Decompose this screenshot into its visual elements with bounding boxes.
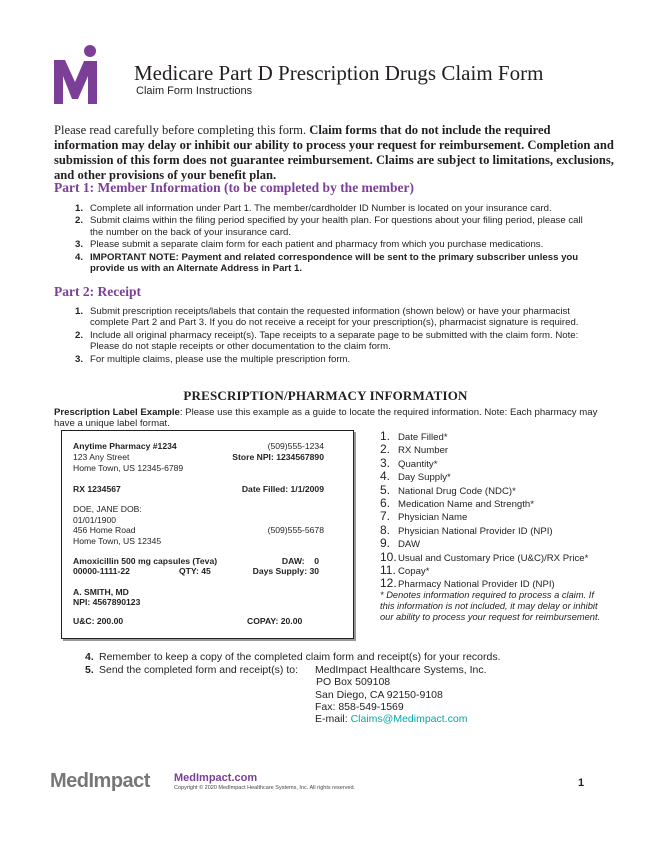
field-item — [380, 470, 588, 483]
step-4-num: 4. — [85, 651, 94, 663]
field-number: 11. — [380, 562, 396, 577]
address-email-label: E-mail: — [315, 713, 351, 726]
footer-copyright: Copyright © 2020 MedImpact Healthcare Systems, Inc. All rights reserved. — [174, 785, 356, 791]
mailing-address — [315, 664, 487, 725]
field-item — [380, 564, 588, 577]
field-item — [380, 430, 588, 443]
label-prescriber: A. SMITH, MD — [73, 587, 129, 597]
address-fax: Fax: 858-549-1569 — [315, 700, 404, 713]
page-subtitle: Claim Form Instructions — [136, 85, 253, 97]
part1-item-number: 4. — [75, 251, 84, 263]
label-example-body: : Please use this example as a guide to locate the required information. Note: Each pharmacy may have a unique label format. — [54, 407, 598, 429]
email-link[interactable]: Claims@Medimpact.com — [350, 713, 468, 726]
label-example-bold: Prescription Label Example — [54, 407, 180, 418]
part1-item-number: 3. — [75, 239, 84, 251]
part1-item-text: Please submit a separate claim form for each patient and pharmacy from which you purchase medications. — [90, 239, 544, 251]
label-drug: Amoxicillin 500 mg capsules (Teva) — [73, 556, 218, 566]
field-item — [380, 443, 588, 456]
label-prescriber-npi: NPI: 4567890123 — [73, 597, 141, 607]
part1-item-number: 2. — [75, 215, 84, 227]
field-number: 3. — [380, 455, 391, 470]
part1-item-number: 1. — [75, 203, 84, 214]
field-number: 7. — [380, 509, 391, 524]
page-title: Medicare Part D Prescription Drugs Claim Form — [134, 61, 544, 85]
rx-section-title: PRESCRIPTION/PHARMACY INFORMATION — [183, 388, 468, 403]
fields-note: * Denotes information required to process a claim. If this information is not included, it may delay or inhibit our ability to process your request for reimbursement. — [380, 590, 601, 622]
label-copay: COPAY: 20.00 — [247, 616, 303, 626]
field-label: RX Number — [398, 445, 449, 457]
field-item — [380, 484, 588, 497]
part1-item — [75, 239, 595, 250]
step-5-num: 5. — [85, 664, 94, 676]
field-label: Copay* — [398, 565, 430, 577]
part1-item-text: IMPORTANT NOTE: Payment and related correspondence will be sent to the primary subscriber unless you provide us with an Alternate Address in Part 1. — [90, 251, 579, 275]
step-4 — [85, 651, 501, 663]
part2-item-number: 3. — [75, 353, 84, 365]
prescription-label-example — [61, 430, 354, 639]
label-days-supply: Days Supply: 30 — [252, 566, 319, 576]
label-street: 123 Any Street — [73, 452, 130, 462]
label-pharmacy-phone: (509)555-1234 — [267, 441, 324, 451]
field-label: DAW — [398, 539, 421, 551]
field-number: 6. — [380, 495, 391, 510]
part2-item-text: Include all original pharmacy receipt(s). Tape receipts to a separate page to be submitted with the claim form. Note: Please do not staple receipts or other documentation to the claim form. — [90, 329, 579, 353]
label-uc-price: U&C: 200.00 — [73, 616, 124, 626]
label-patient: DOE, JANE DOB: — [73, 504, 142, 514]
field-item — [380, 510, 588, 523]
label-rx-number: RX 1234567 — [73, 484, 121, 494]
part2-item — [75, 330, 580, 353]
part2-item — [75, 306, 580, 329]
part1-item — [75, 203, 595, 214]
field-number: 10. — [380, 549, 397, 564]
part2-item — [75, 354, 580, 365]
field-item — [380, 537, 588, 550]
field-label: Pharmacy National Provider ID (NPI) — [398, 579, 555, 591]
field-label: Physician National Provider ID (NPI) — [398, 525, 553, 537]
address-city: San Diego, CA 92150-9108 — [315, 688, 443, 701]
part1-item-text: Submit claims within the filing period specified by your health plan. For questions about your filing period, please call the number on the back of your insurance card. — [90, 215, 583, 238]
footer-website-link[interactable]: MedImpact.com — [174, 772, 258, 784]
label-store-npi: Store NPI: 1234567890 — [232, 452, 324, 462]
intro-lead: Please read carefully before completing this form. — [54, 123, 310, 137]
part1-item — [75, 252, 595, 275]
step-5-text: Send the completed form and receipt(s) to: — [99, 664, 299, 676]
step-5 — [85, 664, 298, 676]
part1-item — [75, 215, 595, 238]
part2-item-number: 1. — [75, 306, 84, 317]
address-email — [315, 713, 487, 725]
field-number: 9. — [380, 536, 391, 551]
label-example-text — [54, 407, 614, 429]
field-number: 2. — [380, 442, 391, 457]
label-ndc: 00000-1111-22 — [73, 566, 130, 576]
field-item — [380, 497, 588, 510]
field-number: 1. — [380, 429, 391, 443]
intro-paragraph — [54, 123, 614, 183]
footer-logo: MedImpact — [50, 770, 150, 792]
part1-list — [75, 203, 595, 275]
label-city: Home Town, US 12345-6789 — [73, 463, 184, 473]
field-label: Date Filled* — [398, 432, 448, 443]
field-item — [380, 551, 588, 564]
field-label: Physician Name — [398, 512, 468, 524]
field-label: National Drug Code (NDC)* — [398, 485, 516, 497]
part2-heading: Part 2: Receipt — [54, 284, 141, 299]
label-qty: QTY: 45 — [179, 566, 211, 576]
intro-bold: Claim forms that do not include the required information may delay or inhibit our ability to process your request for reimbursement. Completion and submission of this form does not guarantee reimbursement. Claims are subject to limitations, exclusions, and other provisions of your benefit plan. — [54, 123, 614, 182]
label-patient-phone: (509)555-5678 — [267, 525, 324, 535]
label-patient-city: Home Town, US 12345 — [73, 536, 162, 546]
required-fields-list — [380, 430, 588, 591]
field-item — [380, 524, 588, 537]
part2-list — [75, 306, 580, 366]
field-label: Medication Name and Strength* — [398, 498, 534, 510]
label-date-filled: Date Filled: 1/1/2009 — [241, 484, 324, 494]
field-label: Day Supply* — [398, 472, 451, 484]
field-label: Usual and Customary Price (U&C)/RX Price* — [398, 552, 589, 564]
address-name: MedImpact Healthcare Systems, Inc. — [315, 664, 487, 676]
field-number: 4. — [380, 469, 391, 484]
field-item — [380, 577, 588, 590]
medimpact-logo-icon — [54, 44, 98, 104]
label-patient-street: 456 Home Road — [73, 525, 136, 535]
part2-item-text: Submit prescription receipts/labels that contain the requested information (shown below) or have your pharmacist complete Part 2 and Part 3. If you do not receive a receipt for your prescription(s), pharmacist signature is required. — [90, 306, 579, 329]
field-item — [380, 457, 588, 470]
step-4-text: Remember to keep a copy of the completed claim form and receipt(s) for your records. — [99, 651, 501, 663]
label-daw: DAW: 0 — [281, 556, 319, 566]
part2-item-text: For multiple claims, please use the multiple prescription form. — [90, 353, 351, 365]
part1-heading: Part 1: Member Information (to be completed by the member) — [54, 180, 415, 195]
field-number: 8. — [380, 522, 391, 537]
label-dob: 01/01/1900 — [73, 515, 117, 525]
field-label: Quantity* — [398, 458, 438, 470]
part2-item-number: 2. — [75, 329, 84, 341]
address-po: PO Box 509108 — [316, 676, 391, 689]
page-number: 1 — [578, 777, 585, 789]
part1-item-text: Complete all information under Part 1. The member/cardholder ID Number is located on your insurance card. — [90, 203, 552, 214]
field-number: 5. — [380, 482, 391, 497]
label-pharmacy: Anytime Pharmacy #1234 — [73, 441, 177, 451]
field-number: 12. — [380, 576, 397, 591]
